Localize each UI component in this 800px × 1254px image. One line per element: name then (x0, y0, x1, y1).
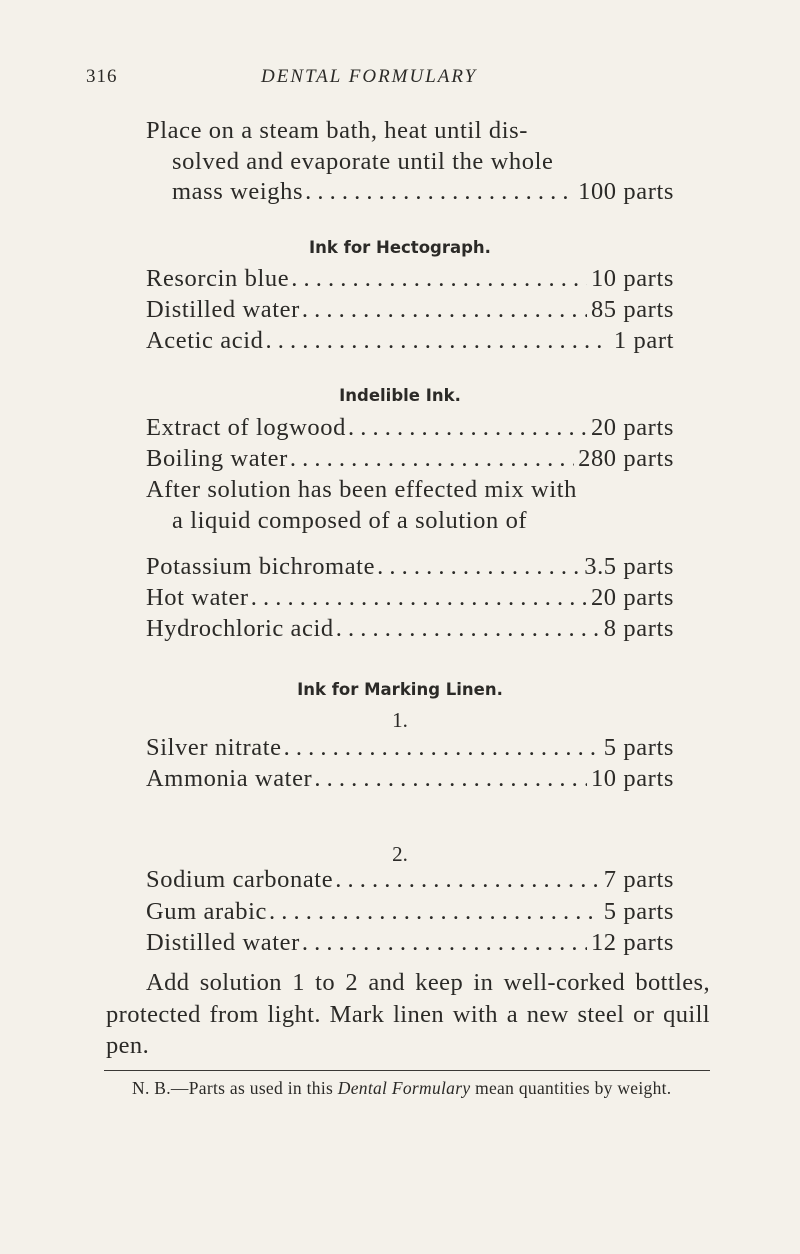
intro-line-2: solved and evaporate until the whole (172, 148, 554, 175)
ingredient-quantity: 100 parts (578, 178, 674, 205)
dot-leader (314, 765, 587, 793)
ingredient-name: Distilled water (146, 296, 300, 323)
ingredient-quantity: 1 part (613, 327, 674, 354)
instruction-line-1: After solution has been effected mix with (146, 476, 578, 503)
footnote-book-title: Dental Formulary (337, 1078, 471, 1098)
ingredient-quantity: 8 parts (603, 615, 674, 642)
marking-instructions: Add solution 1 to 2 and keep in well-corked bottles, protected from light. Mark linen with a new steel or quill pen. (106, 969, 710, 1059)
recipe-row (146, 615, 674, 646)
ingredient-name: Hot water (146, 584, 249, 611)
formula-number-2: 2. (392, 842, 408, 866)
dot-leader (265, 327, 609, 355)
footnote-suffix: mean quantities by weight. (470, 1078, 672, 1098)
dot-leader (377, 553, 580, 581)
recipe-row (146, 584, 674, 615)
ingredient-name: Sodium carbonate (146, 866, 334, 893)
dot-leader (348, 414, 587, 442)
ingredient-quantity: 10 parts (590, 765, 674, 792)
page-number: 316 (86, 66, 118, 87)
dot-leader (291, 265, 587, 293)
dot-leader (302, 296, 587, 324)
recipe-row (146, 765, 674, 796)
intro-row (172, 178, 674, 209)
ingredient-quantity: 7 parts (603, 866, 674, 893)
ingredient-quantity: 3.5 parts (584, 553, 674, 580)
recipe-row (146, 445, 674, 476)
ingredient-name: Boiling water (146, 445, 288, 472)
recipe-row (146, 734, 674, 765)
ingredient-name: Hydrochloric acid (146, 615, 334, 642)
ingredient-name: mass weighs (172, 178, 304, 205)
dot-leader (336, 615, 600, 643)
ingredient-name: Distilled water (146, 929, 300, 956)
ingredient-quantity: 12 parts (590, 929, 674, 956)
ingredient-quantity: 85 parts (590, 296, 674, 323)
dot-leader (284, 734, 600, 762)
ingredient-quantity: 280 parts (578, 445, 674, 472)
ingredient-quantity: 10 parts (590, 265, 674, 292)
intro-line-1: Place on a steam bath, heat until dis- (146, 117, 529, 144)
recipe-row (146, 553, 674, 584)
ingredient-name: Acetic acid (146, 327, 264, 354)
recipe-row (146, 898, 674, 929)
footnote-rule (104, 1070, 710, 1071)
dot-leader (302, 929, 587, 957)
recipe-row (146, 866, 674, 897)
running-title: DENTAL FORMULARY (261, 66, 478, 87)
ingredient-quantity: 5 parts (603, 898, 674, 925)
instruction-line-2: a liquid composed of a solution of (172, 507, 528, 534)
recipe-row (146, 265, 674, 296)
ingredient-quantity: 20 parts (590, 584, 674, 611)
recipe-row (146, 929, 674, 960)
dot-leader (290, 445, 574, 473)
recipe-row (146, 327, 674, 358)
ingredient-quantity: 20 parts (590, 414, 674, 441)
recipe-row (146, 414, 674, 445)
dot-leader (305, 178, 574, 206)
dot-leader (251, 584, 587, 612)
ingredient-name: Potassium bichromate (146, 553, 376, 580)
section-heading-hectograph: Ink for Hectograph. (309, 238, 491, 257)
section-heading-marking-linen: Ink for Marking Linen. (297, 680, 503, 699)
dot-leader (335, 866, 600, 894)
footnote-prefix: N. B.—Parts as used in this (132, 1078, 338, 1098)
dot-leader (269, 898, 600, 926)
formula-number-1: 1. (392, 708, 408, 732)
ingredient-name: Gum arabic (146, 898, 267, 925)
recipe-row (146, 296, 674, 327)
ingredient-name: Silver nitrate (146, 734, 282, 761)
section-heading-indelible: Indelible Ink. (339, 386, 461, 405)
footnote (108, 1078, 712, 1098)
ingredient-name: Extract of logwood (146, 414, 346, 441)
ingredient-quantity: 5 parts (603, 734, 674, 761)
ingredient-name: Ammonia water (146, 765, 313, 792)
ingredient-name: Resorcin blue (146, 265, 290, 292)
